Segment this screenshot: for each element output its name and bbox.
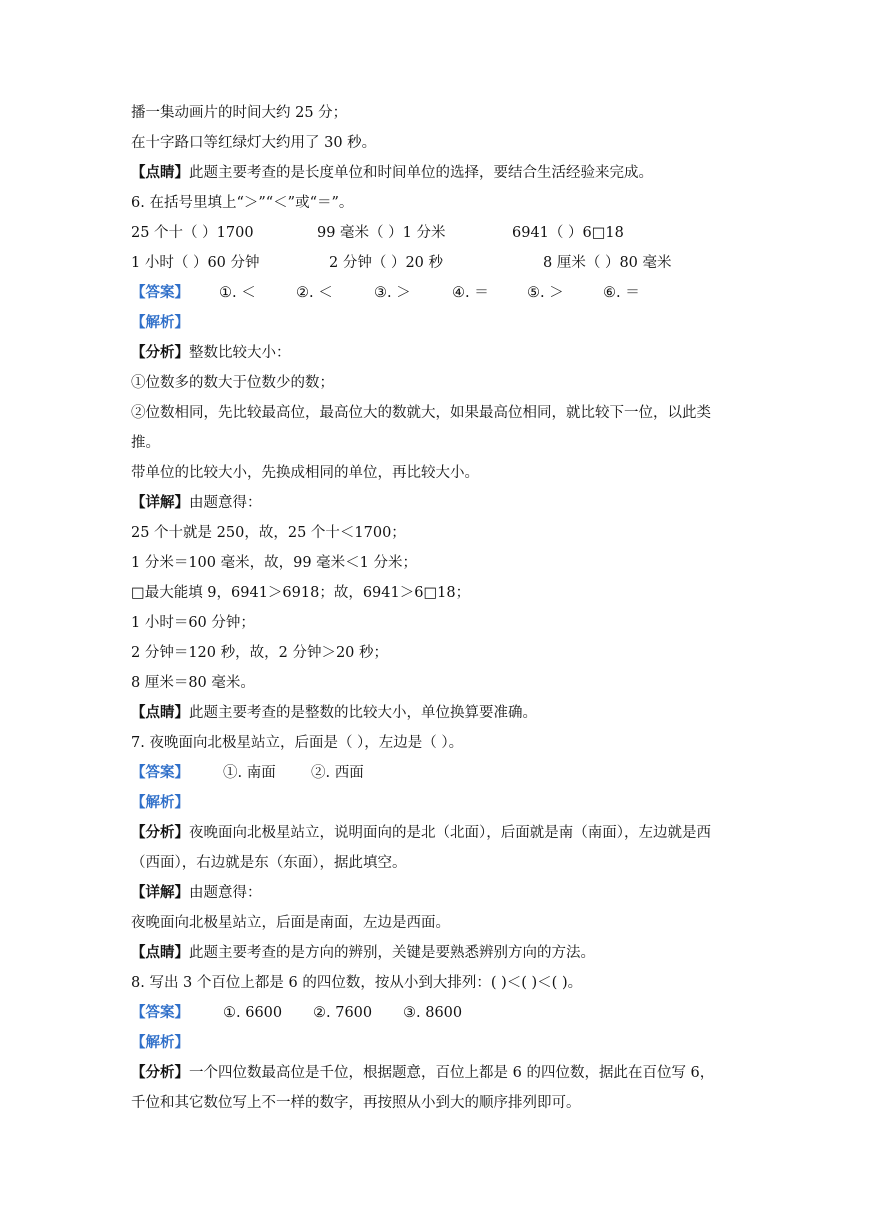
rule-line: ②位数相同，先比较最高位，最高位大的数就大，如果最高位相同，就比较下一位，以此类 (131, 405, 711, 421)
dianjing-paragraph (131, 163, 749, 183)
answer-tag: 【答案】 (131, 764, 189, 781)
analysis-tag: 【解析】 (131, 314, 189, 331)
answer-item: ③. ＞ (374, 285, 411, 301)
answer-item: ④. ＝ (452, 285, 489, 301)
question-7-title: 7. 夜晚面向北极星站立，后面是（ ），左边是（ ）。 (131, 735, 464, 751)
xiangjie-paragraph (131, 493, 749, 513)
text-line: 播一集动画片的时间大约 25 分； (131, 105, 348, 121)
answer-item: ⑥. ＝ (603, 285, 640, 301)
question-7-answer (131, 763, 749, 783)
step-line: 1 分米＝100 毫米，故，99 毫米＜1 分米； (131, 555, 418, 571)
answer-item: ①. ＜ (219, 285, 256, 301)
step-line: 夜晚面向北极星站立，后面是南面，左边是西面。 (131, 915, 450, 931)
step-line: □最大能填 9，6941＞6918；故，6941＞6□18； (131, 585, 471, 601)
fenxi-tag: 【分析】 (131, 1064, 189, 1081)
dianjing-tag: 【点睛】 (131, 944, 189, 961)
dianjing-text: 此题主要考查的是长度单位和时间单位的选择，要结合生活经验来完成。 (189, 165, 653, 181)
dianjing-text: 此题主要考查的是整数的比较大小，单位换算要准确。 (189, 705, 537, 721)
question-8-answer (131, 1003, 749, 1023)
question-6-row-2 (131, 253, 749, 273)
question-6-answer (131, 283, 749, 303)
compare-item: 25 个十（ ）1700 (131, 225, 254, 241)
answer-item: ①. 南面 (223, 765, 276, 781)
dianjing-tag: 【点睛】 (131, 704, 189, 721)
xiangjie-text: 由题意得： (189, 885, 262, 901)
fenxi-text: 夜晚面向北极星站立，说明面向的是北（北面），后面就是南（南面），左边就是西 (189, 825, 711, 841)
fenxi-paragraph (131, 1063, 749, 1083)
answer-item: ①. 6600 (223, 1005, 283, 1021)
answer-item: ⑤. ＞ (527, 285, 564, 301)
xiangjie-paragraph (131, 883, 749, 903)
xiangjie-tag: 【详解】 (131, 884, 189, 901)
compare-item: 2 分钟（ ）20 秒 (329, 255, 444, 271)
question-6-row-1 (131, 223, 749, 243)
answer-item: ②. ＜ (296, 285, 333, 301)
answer-item: ③. 8600 (403, 1005, 463, 1021)
analysis-tag: 【解析】 (131, 794, 189, 811)
compare-item: 99 毫米（ ）1 分米 (317, 225, 446, 241)
fenxi-text: 一个四位数最高位是千位，根据题意，百位上都是 6 的四位数，据此在百位写 6， (189, 1065, 715, 1081)
answer-item: ②. 7600 (313, 1005, 373, 1021)
step-line: 8 厘米＝80 毫米。 (131, 675, 255, 691)
answer-item: ②. 西面 (311, 765, 364, 781)
answer-tag: 【答案】 (131, 284, 189, 301)
answer-tag: 【答案】 (131, 1004, 189, 1021)
analysis-tag: 【解析】 (131, 1034, 189, 1051)
fenxi-continuation: 千位和其它数位写上不一样的数字，再按照从小到大的顺序排列即可。 (131, 1095, 581, 1111)
step-line: 2 分钟＝120 秒，故，2 分钟＞20 秒； (131, 645, 389, 661)
rule-line: ①位数多的数大于位数少的数； (131, 375, 334, 391)
step-line: 1 小时＝60 分钟； (131, 615, 255, 631)
compare-item: 8 厘米（ ）80 毫米 (543, 255, 672, 271)
fenxi-text: 整数比较大小： (189, 345, 291, 361)
fenxi-continuation: （西面），右边就是东（东面），据此填空。 (131, 855, 407, 871)
compare-item: 1 小时（ ）60 分钟 (131, 255, 260, 271)
fenxi-tag: 【分析】 (131, 344, 189, 361)
fenxi-paragraph (131, 343, 749, 363)
rule-line: 推。 (131, 435, 160, 451)
dianjing-text: 此题主要考查的是方向的辨别，关键是要熟悉辨别方向的方法。 (189, 945, 595, 961)
fenxi-paragraph (131, 823, 749, 843)
rule-line: 带单位的比较大小，先换成相同的单位，再比较大小。 (131, 465, 479, 481)
xiangjie-text: 由题意得： (189, 495, 262, 511)
step-line: 25 个十就是 250，故，25 个十＜1700； (131, 525, 406, 541)
compare-item: 6941（ ）6□18 (512, 225, 624, 241)
question-8-title: 8. 写出 3 个百位上都是 6 的四位数，按从小到大排列：( )＜( )＜( )。 (131, 975, 583, 991)
dianjing-paragraph (131, 943, 749, 963)
xiangjie-tag: 【详解】 (131, 494, 189, 511)
fenxi-tag: 【分析】 (131, 824, 189, 841)
dianjing-tag: 【点睛】 (131, 164, 189, 181)
question-6-title: 6. 在括号里填上“＞”“＜”或“＝”。 (131, 195, 354, 211)
dianjing-paragraph (131, 703, 749, 723)
text-line: 在十字路口等红绿灯大约用了 30 秒。 (131, 135, 377, 151)
